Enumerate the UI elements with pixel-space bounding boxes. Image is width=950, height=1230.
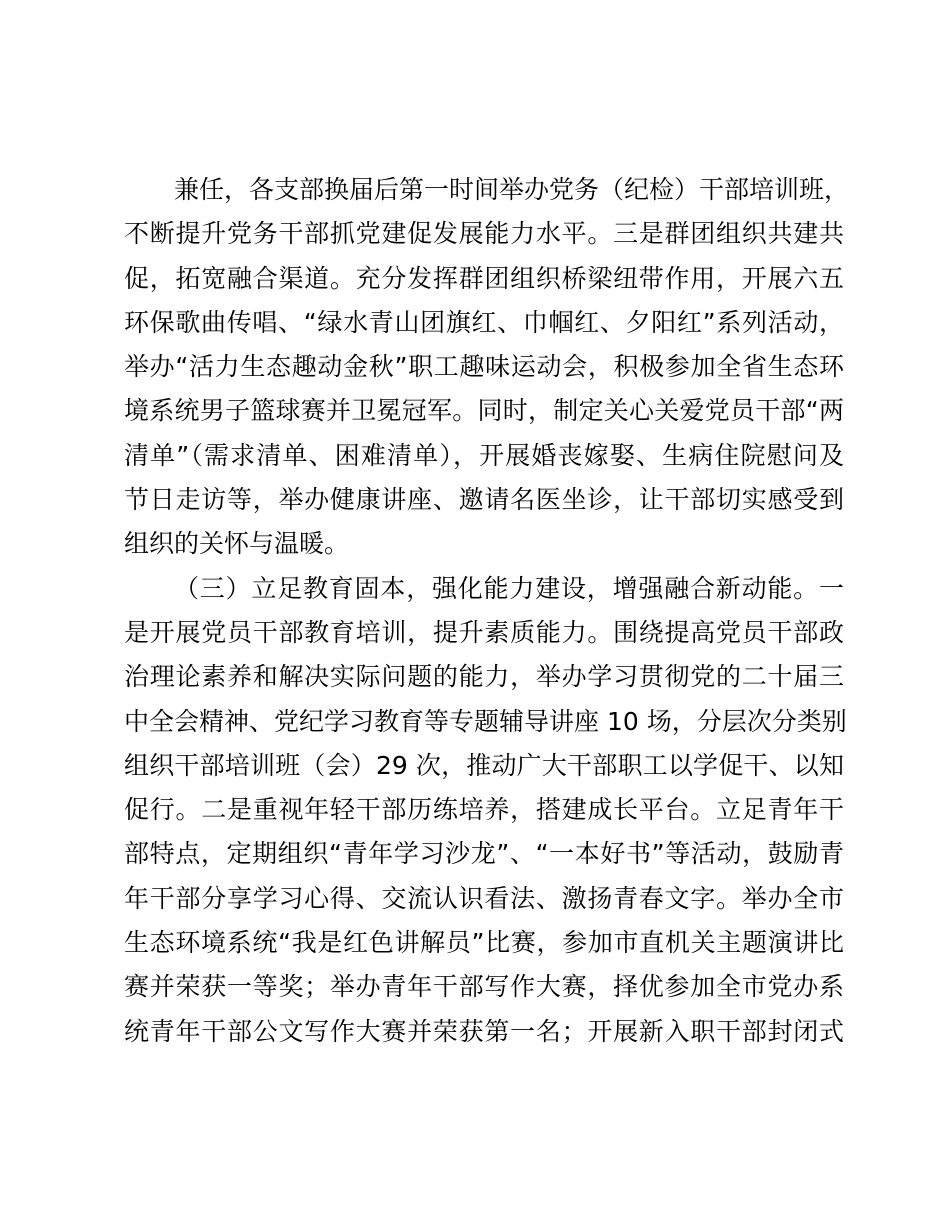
text-line: 促行。二是重视年轻干部历练培养，搭建成长平台。立足青年干 — [124, 795, 844, 825]
text-line: 组织的关怀与温暖。 — [124, 529, 350, 559]
text-line: 清单”（需求清单、困难清单），开展婚丧嫁娶、生病住院慰问及 — [124, 440, 844, 470]
text-line: 治理论素养和解决实际问题的能力，举办学习贯彻党的二十届三 — [124, 662, 844, 692]
text-line: 是开展党员干部教育培训，提升素质能力。围绕提高党员干部政 — [124, 617, 844, 647]
text-line: 组织干部培训班（会）29 次，推动广大干部职工以学促干、以知 — [124, 750, 844, 780]
text-line: 境系统男子篮球赛并卫冕冠军。同时，制定关心关爱党员干部“两 — [124, 396, 844, 426]
section-heading-line: （三）立足教育固本，强化能力建设，增强融合新动能。一 — [174, 573, 844, 603]
text-line: 节日走访等，举办健康讲座、邀请名医坐诊，让干部切实感受到 — [124, 485, 844, 515]
text-line: 举办“活力生态趣动金秋”职工趣味运动会，积极参加全省生态环 — [124, 352, 844, 382]
text-line: 部特点，定期组织“青年学习沙龙”、“一本好书”等活动，鼓励青 — [124, 839, 844, 869]
text-line: 年干部分享学习心得、交流认识看法、激扬青春文字。举办全市 — [124, 883, 844, 913]
body-text — [124, 168, 850, 1054]
text-line: 生态环境系统“我是红色讲解员”比赛，参加市直机关主题演讲比 — [124, 928, 844, 958]
text-line: 统青年干部公文写作大赛并荣获第一名；开展新入职干部封闭式 — [124, 1016, 844, 1046]
text-line: 不断提升党务干部抓党建促发展能力水平。三是群团组织共建共 — [124, 219, 844, 249]
text-line: 中全会精神、党纪学习教育等专题辅导讲座 10 场，分层次分类别 — [124, 706, 847, 736]
text-line: 赛并荣获一等奖；举办青年干部写作大赛，择优参加全市党办系 — [124, 972, 844, 1002]
text-line: 促，拓宽融合渠道。充分发挥群团组织桥梁纽带作用，开展六五 — [124, 263, 844, 293]
text-line: 环保歌曲传唱、“绿水青山团旗红、巾帼红、夕阳红”系列活动， — [124, 307, 844, 337]
text-line: 兼任，各支部换届后第一时间举办党务（纪检）干部培训班， — [174, 175, 850, 204]
